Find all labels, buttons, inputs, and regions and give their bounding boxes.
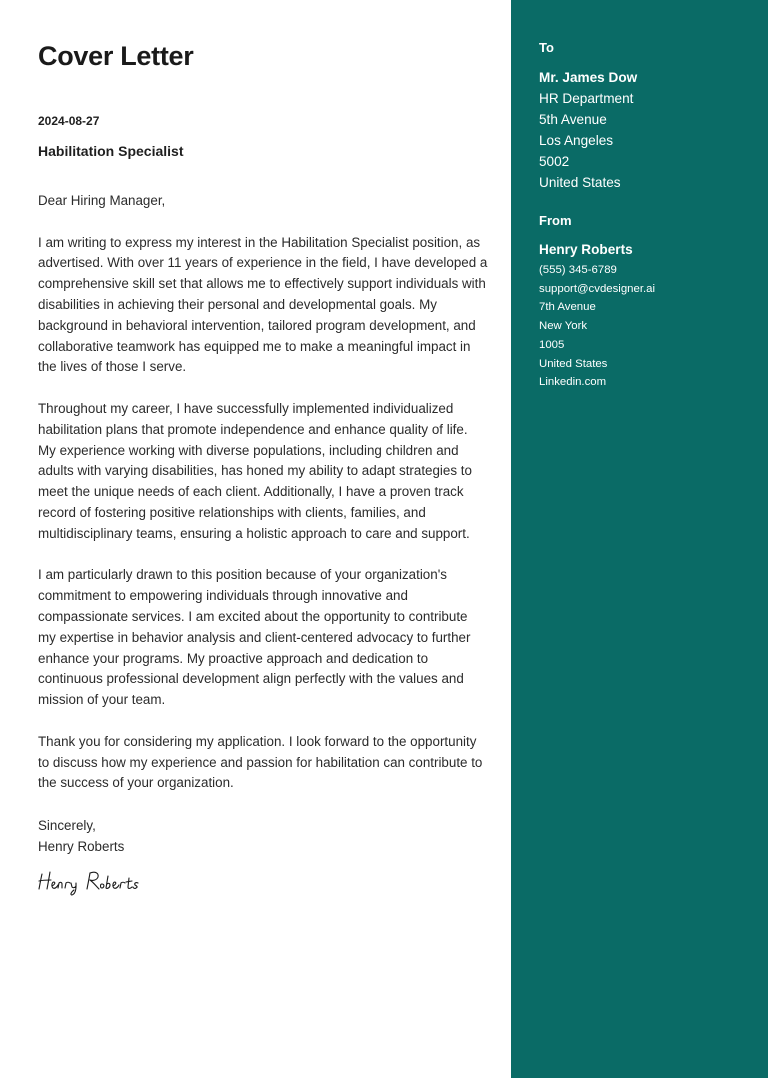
recipient-street: 5th Avenue [539,112,607,127]
sender-street: 7th Avenue [539,301,596,314]
recipient-city: Los Angeles [539,133,614,148]
closing-block [38,815,124,857]
recipient-details [539,67,637,193]
letter-body [38,191,488,815]
sender-country: United States [539,357,608,370]
salutation: Dear Hiring Manager, [38,193,166,208]
sender-details [539,240,655,392]
sender-email: support@cvdesigner.ai [539,282,656,295]
paragraph-thanks: Thank you for considering my application. I look forward to the opportunity to discuss how my experience and passion for habilitation can contribute to the success of your organization. [38,733,483,791]
recipient-zip: 5002 [539,154,570,169]
paragraph-motivation: I am particularly drawn to this position because of your organization's commitment to empowering individuals through innovative and compassionate services. I am excited about the opportunity to contribute my expertise in behavior analysis and client-centered advocacy to further enhance your programs. My proactive approach and dedication to continuous professional development align perfectly with the values and mission of your team. [38,567,471,708]
recipient-department: HR Department [539,91,634,106]
sender-linkedin: Linkedin.com [539,376,607,389]
to-heading: To [539,40,554,55]
recipient-country: United States [539,175,621,190]
job-position: Habilitation Specialist [38,143,184,159]
closing-phrase: Sincerely, [38,818,96,833]
paragraph-experience: Throughout my career, I have successfully implemented individualized habilitation plans that promote independence and enhance quality of life. My experience working with diverse populations, including children and adults with varying disabilities, has honed my ability to adapt strategies to meet the unique needs of each client. Additionally, I have a proven track record of fostering positive relationships with clients, families, and multidisciplinary teams, ensuring a holistic approach to care and support. [38,400,472,541]
letter-date: 2024-08-27 [38,114,100,128]
recipient-name: Mr. James Dow [539,70,638,85]
paragraph-intro: I am writing to express my interest in the Habilitation Specialist position, as advertised. With over 11 years of experience in the field, I have developed a comprehensive skill set that allows me to effectively support individuals with disabilities in achieving their personal and developmental goals. My background in behavioral intervention, tailored program development, and collaborative teamwork has equipped me to make a meaningful impact in the lives of those I serve. [38,234,488,375]
signer-name: Henry Roberts [38,839,125,854]
sender-city: New York [539,320,588,333]
sender-zip: 1005 [539,338,565,351]
contact-sidebar [511,0,768,1078]
handwritten-signature [38,868,148,898]
page-title: Cover Letter [38,41,194,71]
from-heading: From [539,213,572,228]
sender-phone: (555) 345-6789 [539,264,617,276]
sender-name: Henry Roberts [539,242,633,257]
